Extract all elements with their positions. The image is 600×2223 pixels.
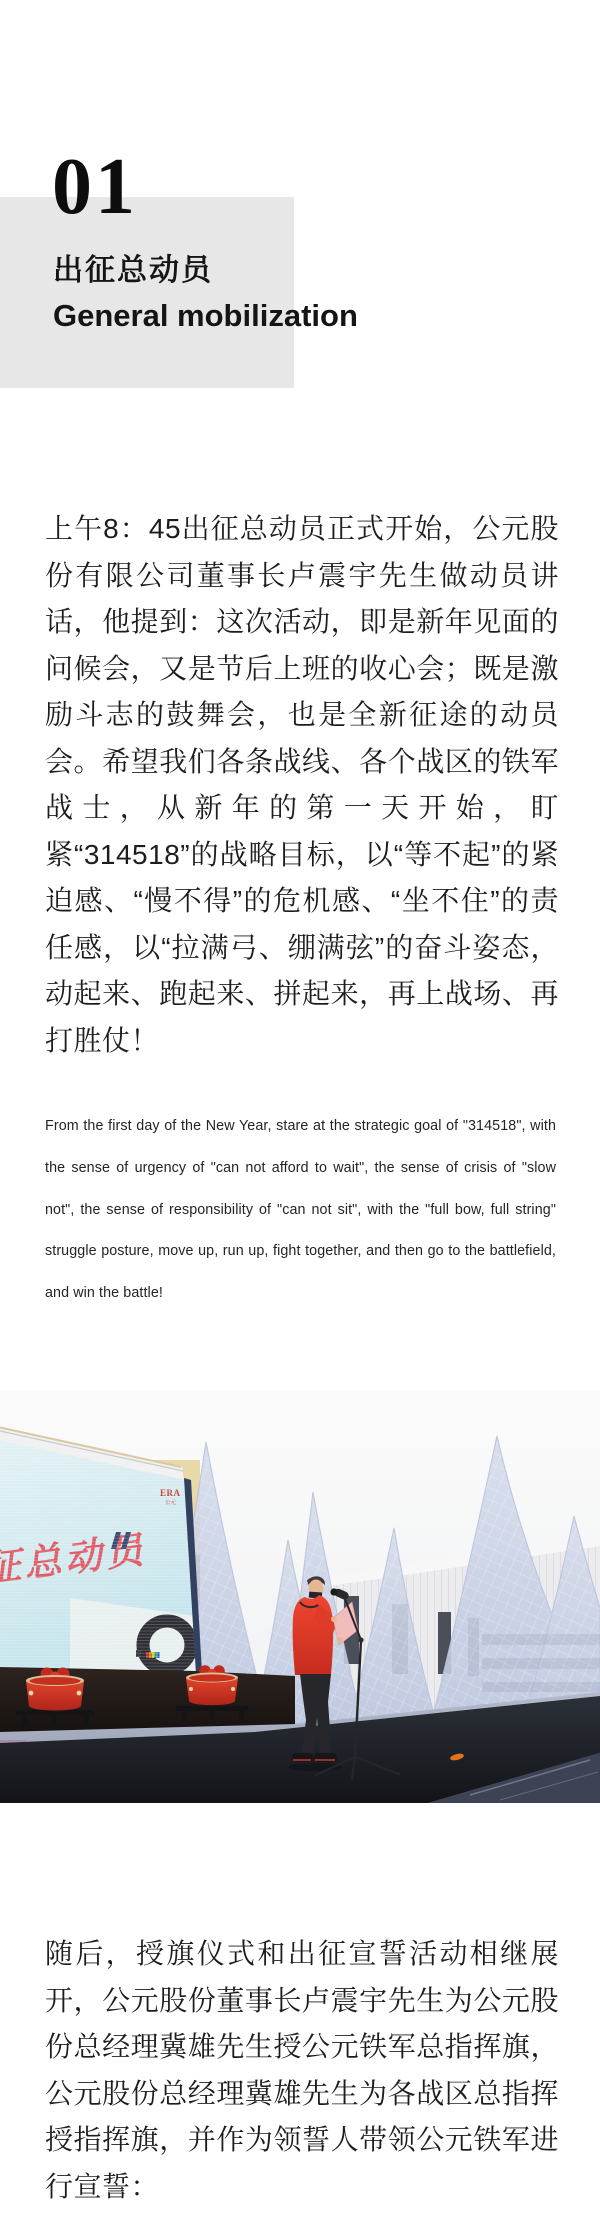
paragraph-zh-main: 上午8：45出征总动员正式开始，公元股份有限公司董事长卢震宇先生做动员讲话，他提到：这次活动，即是新年见面的问候会，又是节后上班的收心会；既是激励斗志的鼓舞会，也是全新征途的动员会。希望我们各条战线、各个战区的铁军战士，从新年的第一天开始，盯紧“314518”的战略目标，以“等不起”的紧迫感、“慢不得”的危机感、“坐不住”的责任感，以“拉满弓、绷满弦”的奋斗姿态，动起来、跑起来、拼起来，再上战场、再打胜仗！ (45, 513, 559, 1056)
section-number: 01 (52, 143, 138, 231)
section-title-zh: 出征总动员 (53, 254, 213, 287)
event-photo (0, 1390, 600, 1803)
section-header (53, 248, 358, 338)
paragraph-en-translation: From the first day of the New Year, stare at the strategic goal of "314518", with the sense of urgency of "can not afford to wait", the sense of crisis of "slow not", the sense of responsibility of "can not sit", with the "full bow, full string" struggle posture, move up, run up, fight together, and then go to the battlefield, and win the battle! (45, 1118, 556, 1302)
section-title-en: General mobilization (53, 298, 358, 333)
paragraph-zh-second: 随后，授旗仪式和出征宣誓活动相继展开，公元股份董事长卢震宇先生为公元股份总经理冀雄先生授公元铁军总指挥旗，公元股份总经理冀雄先生为各战区总指挥授指挥旗，并作为领誓人带领公元铁军进行宣誓： (45, 1938, 559, 2202)
led-screen (0, 1427, 202, 1674)
